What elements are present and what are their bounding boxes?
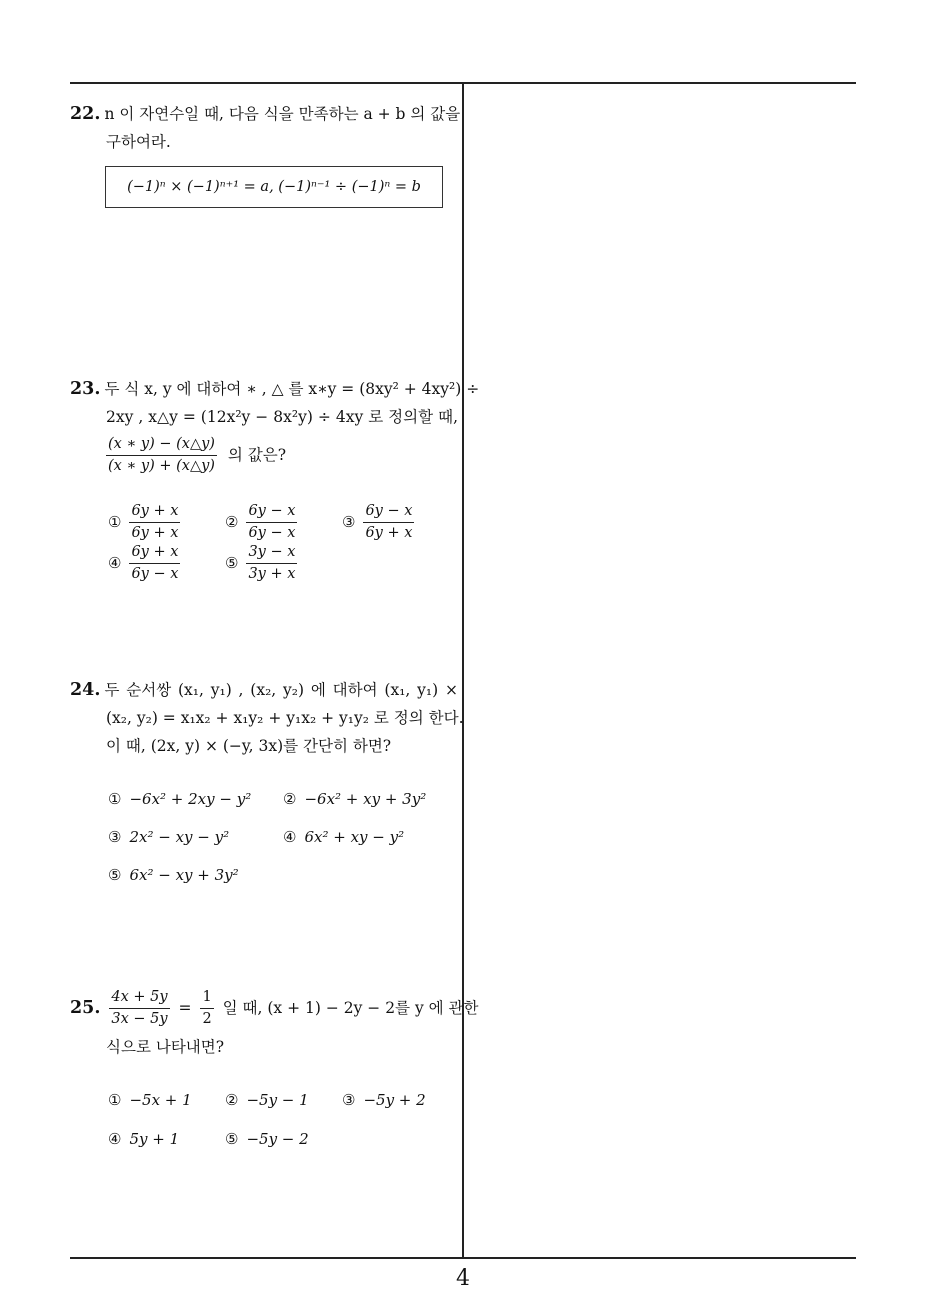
- choice-2[interactable]: ② $\frac{6y - x}{6y - x}$: [225, 503, 296, 541]
- choice-4[interactable]: ④ 5y + 1: [108, 1130, 180, 1148]
- problem-text-line: (x₂, y₂) = x₁x₂ + x₁y₂ + y₁x₂ + y₁y₂ 로 정의 한다.: [106, 709, 464, 727]
- problem-text-line: 식으로 나타내면?: [106, 1038, 225, 1056]
- choice-3[interactable]: ③ $\frac{6y - x}{6y + x}$: [342, 503, 413, 541]
- choice-3[interactable]: ③ 2x² − xy − y²: [108, 828, 230, 846]
- choice-2[interactable]: ② −6x² + xy + 3y²: [283, 790, 427, 808]
- question-suffix: 의 값은?: [227, 445, 287, 464]
- problem-25: [70, 988, 479, 1061]
- problem-number: 24.: [70, 680, 101, 700]
- expression-fraction: $\frac{(x ∗ y) - (x\triangle y)}{(x ∗ y) + (x\triangle y)}$: [108, 436, 215, 474]
- problem-text-line: n 이 자연수일 때, 다음 식을 만족하는 a + b 의 값을: [104, 105, 461, 123]
- problem-24: [70, 676, 464, 760]
- choice-5[interactable]: ⑤ $\frac{3y - x}{3y + x}$: [225, 544, 296, 582]
- choice-4[interactable]: ④ 6x² + xy − y²: [283, 828, 405, 846]
- problem-text-line: 이 때, (2x, y) × (−y, 3x)를 간단히 하면?: [106, 737, 392, 755]
- problem-number: 25.: [70, 997, 101, 1018]
- condition-box: [105, 166, 443, 208]
- choice-1[interactable]: ① −6x² + 2xy − y²: [108, 790, 252, 808]
- problem-text-line: 두 식 x, y 에 대하여 ∗ , △ 를 x∗y = (8xy² + 4xy²) ÷: [104, 380, 480, 398]
- fraction-4x-5y: $\frac{4x + 5y}{3x - 5y}$: [111, 989, 168, 1027]
- problem-number: 23.: [70, 379, 101, 399]
- condition-expression: (−1)ⁿ × (−1)ⁿ⁺¹ = a, (−1)ⁿ⁻¹ ÷ (−1)ⁿ = b: [127, 179, 421, 195]
- choice-1[interactable]: ① $\frac{6y + x}{6y + x}$: [108, 503, 179, 541]
- problem-text-line: 구하여라.: [106, 133, 171, 151]
- problem-text-line: 2xy , x△y = (12x²y − 8x²y) ÷ 4xy 로 정의할 때,: [106, 408, 458, 426]
- problem-22: [70, 100, 461, 156]
- equals-sign: =: [178, 998, 192, 1017]
- problem-number: 22.: [70, 104, 101, 124]
- fraction-one-half: $\frac{1}{2}$: [202, 989, 212, 1027]
- problem-23: [70, 375, 480, 476]
- choice-2[interactable]: ② −5y − 1: [225, 1091, 309, 1109]
- choice-4[interactable]: ④ $\frac{6y + x}{6y - x}$: [108, 544, 179, 582]
- page-number: 4: [456, 1266, 470, 1291]
- bottom-rule: [70, 1257, 856, 1259]
- problem-text-line: 두 순서쌍 (x₁, y₁) , (x₂, y₂) 에 대하여 (x₁, y₁) ×: [104, 681, 458, 699]
- choice-3[interactable]: ③ −5y + 2: [342, 1091, 426, 1109]
- choice-5[interactable]: ⑤ −5y − 2: [225, 1130, 309, 1148]
- choice-5[interactable]: ⑤ 6x² − xy + 3y²: [108, 866, 239, 884]
- choice-1[interactable]: ① −5x + 1: [108, 1091, 192, 1109]
- column-divider: [462, 83, 464, 1259]
- problem-text-line: 일 때, (x + 1) − 2y − 2를 y 에 관한: [222, 998, 479, 1017]
